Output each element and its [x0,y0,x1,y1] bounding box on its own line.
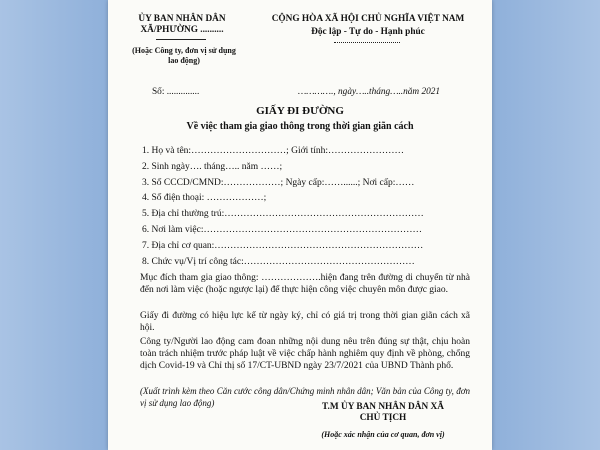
document-number: Số: .............. [152,87,200,97]
field-id-number: 3. Số CCCD/CMND:………………; Ngày cấp:……......; Nơi cấp:…… [142,178,415,188]
attachment-note: (Xuất trình kèm theo Căn cước công dân/Chứng minh nhân dân; Văn bản của Công ty, đơn vị sử dụng lao động) [140,386,470,408]
issuer-ward: XÃ/PHƯỜNG .......... [140,25,224,35]
field-full-name: 1. Họ và tên:…………………………; Giới tính:…………………… [142,146,405,156]
field-permanent-address: 5. Địa chỉ thường trú:……………………………………………………… [142,209,424,219]
motto-underline [334,42,400,43]
issuer-underline [156,39,206,40]
signature-title: CHỦ TỊCH [359,413,407,423]
validity-paragraph: Giấy đi đường có hiệu lực kể từ ngày ký, chỉ có giá trị trong thời gian giãn cách xã hội. [140,311,470,334]
issuer-note: (Hoặc Công ty, đơn vị sử dụng lao động) [132,46,236,65]
document-page [108,0,492,450]
field-phone: 4. Số điện thoại: ………………; [142,193,267,203]
field-birth-date: 2. Sinh ngày…. tháng….. năm ……; [142,162,283,172]
purpose-paragraph: Mục đích tham gia giao thông: ……………….hiện đang trên đường di chuyển từ nhà đến nơi làm việc (hoặc ngược lại) để thực hiện công việc chuyên môn được giao. [140,273,470,296]
national-title: CỘNG HÒA XÃ HỘI CHỦ NGHĨA VIỆT NAM [271,14,465,24]
field-office-address: 7. Địa chỉ cơ quan:………………………………………………………… [142,241,424,251]
document-title: GIẤY ĐI ĐƯỜNG [256,105,344,117]
background-right [492,0,600,450]
commitment-paragraph: Công ty/Người lao động cam đoan những nội dung nêu trên đúng sự thật, chịu hoàn toàn trách nhiệm trước pháp luật về việc chấp hành nghiêm quy định về phòng, chống dịch Covid-19 và Chỉ thị số 17/CT-UBND ngày 23/7/2021 của UBND Thành phố. [140,337,470,372]
field-workplace: 6. Nơi làm việc:…………………………………………………………… [142,225,422,235]
document-date: …………., ngày…..tháng…..năm 2021 [298,87,441,97]
field-position: 8. Chức vụ/Vị trí công tác:……………………………………………… [142,257,415,267]
document-subtitle: Về việc tham gia giao thông trong thời gian giãn cách [186,121,414,132]
national-motto: Độc lập - Tự do - Hạnh phúc [311,27,425,37]
background-left [0,0,108,450]
issuer-name: ỦY BAN NHÂN DÂN [138,14,226,24]
signature-organization: T.M ỦY BAN NHÂN DÂN XÃ [322,402,444,412]
signature-note: (Hoặc xác nhận của cơ quan, đơn vị) [321,430,445,439]
